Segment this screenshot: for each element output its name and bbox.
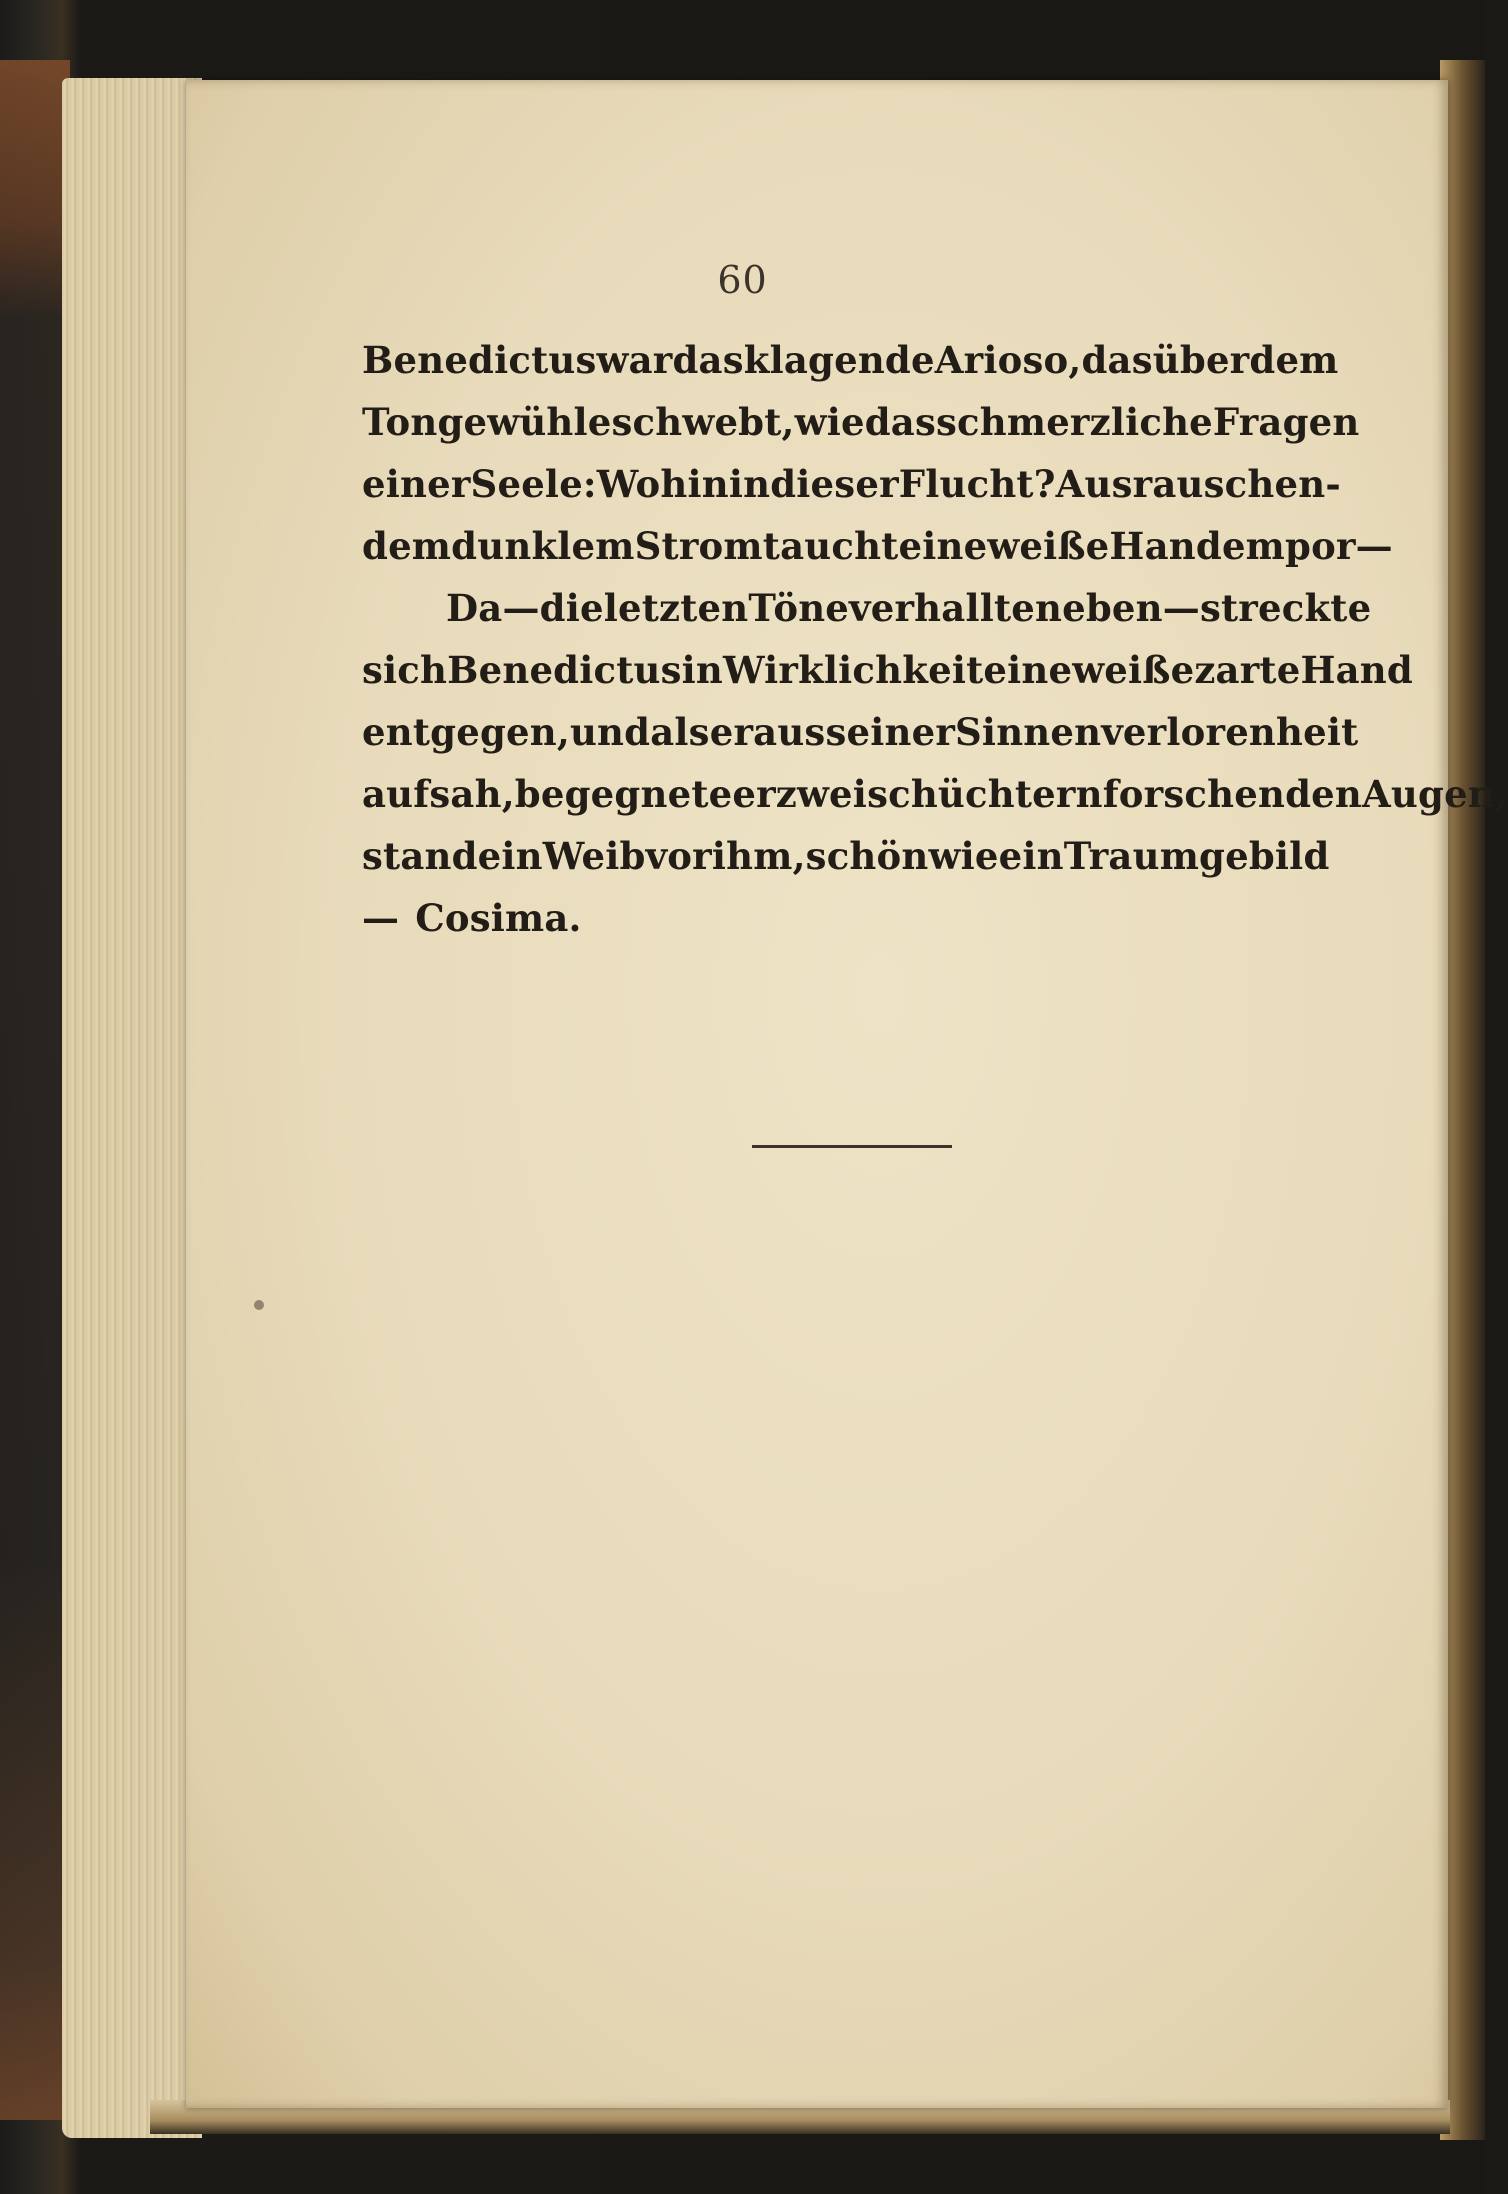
word: Hand — [1109, 524, 1222, 568]
word: Cosima. — [415, 896, 582, 940]
word: er — [709, 710, 754, 754]
word: eben — [1062, 586, 1163, 630]
word: dunklem — [451, 524, 635, 568]
word: vor — [645, 834, 712, 878]
word: Strom — [634, 524, 763, 568]
word: Da — [446, 586, 503, 630]
word: aus — [753, 710, 826, 754]
word: aufsah, — [362, 772, 515, 816]
page-smudge — [254, 1300, 264, 1310]
word: das — [1081, 338, 1153, 382]
word: Weib — [542, 834, 646, 878]
word: klagende — [743, 338, 935, 382]
word: entgegen, — [362, 710, 570, 754]
word: weiße — [1072, 648, 1195, 692]
word: streckte — [1199, 586, 1372, 630]
text-line — [362, 400, 1360, 462]
section-end-rule — [752, 1145, 952, 1148]
word: — — [1162, 586, 1200, 630]
word: schmerzliche — [935, 400, 1213, 444]
word: ihm, — [711, 834, 806, 878]
word: Wohin — [596, 462, 729, 506]
text-line — [362, 772, 1508, 834]
word: schön — [805, 834, 929, 878]
word: Augen, — [1362, 772, 1508, 816]
body-text — [362, 338, 1508, 958]
text-line — [362, 896, 1312, 958]
word: sich — [362, 648, 448, 692]
word: die — [539, 586, 604, 630]
word: das — [864, 400, 936, 444]
word: wie — [794, 400, 865, 444]
word: schwebt, — [611, 400, 795, 444]
word: war — [596, 338, 673, 382]
page-stack-edges — [62, 78, 202, 2138]
word: in — [681, 648, 724, 692]
word: forschenden — [1102, 772, 1362, 816]
text-line — [362, 524, 1393, 586]
word: Aus — [1055, 462, 1133, 506]
word: dem — [1249, 338, 1339, 382]
word: Benedictus — [447, 648, 682, 692]
word: Seele: — [470, 462, 597, 506]
word: Fragen — [1212, 400, 1360, 444]
text-line — [362, 462, 1341, 524]
word: — — [1355, 524, 1393, 568]
word: verhallten — [849, 586, 1063, 630]
word: letzten — [603, 586, 749, 630]
word: ein — [477, 834, 543, 878]
word: zarte — [1194, 648, 1301, 692]
word: ein — [998, 834, 1064, 878]
word: Flucht? — [898, 462, 1056, 506]
word: Traumgebild — [1063, 834, 1330, 878]
word: — — [362, 896, 400, 940]
word: eine — [983, 648, 1073, 692]
word: weiße — [987, 524, 1110, 568]
word: dieser — [770, 462, 899, 506]
word: Sinnenverlorenheit — [955, 710, 1359, 754]
text-line — [362, 648, 1413, 710]
word: er — [732, 772, 776, 816]
book-cover-edge — [0, 60, 70, 2120]
word: — — [502, 586, 540, 630]
word: Hand — [1300, 648, 1413, 692]
word: und — [569, 710, 651, 754]
word: Töne — [748, 586, 850, 630]
word: empor — [1221, 524, 1356, 568]
word: wie — [928, 834, 999, 878]
word: Wirklichkeit — [723, 648, 984, 692]
word: eine — [898, 524, 988, 568]
word: das — [672, 338, 744, 382]
text-line — [362, 834, 1330, 896]
text-line — [362, 586, 1372, 648]
word: begegnete — [514, 772, 733, 816]
word: Tongewühle — [362, 400, 612, 444]
word: stand — [362, 834, 478, 878]
word: in — [728, 462, 771, 506]
word: rauschen- — [1132, 462, 1341, 506]
word: als — [650, 710, 710, 754]
word: schüchtern — [867, 772, 1103, 816]
word: Arioso, — [934, 338, 1082, 382]
word: einer — [362, 462, 471, 506]
word: Benedictus — [362, 338, 597, 382]
word: über — [1152, 338, 1250, 382]
text-line — [362, 338, 1339, 400]
word: seiner — [825, 710, 956, 754]
word: dem — [362, 524, 452, 568]
word: zwei — [775, 772, 868, 816]
page-number: 60 — [717, 258, 768, 302]
word: taucht — [762, 524, 899, 568]
text-line — [362, 710, 1359, 772]
